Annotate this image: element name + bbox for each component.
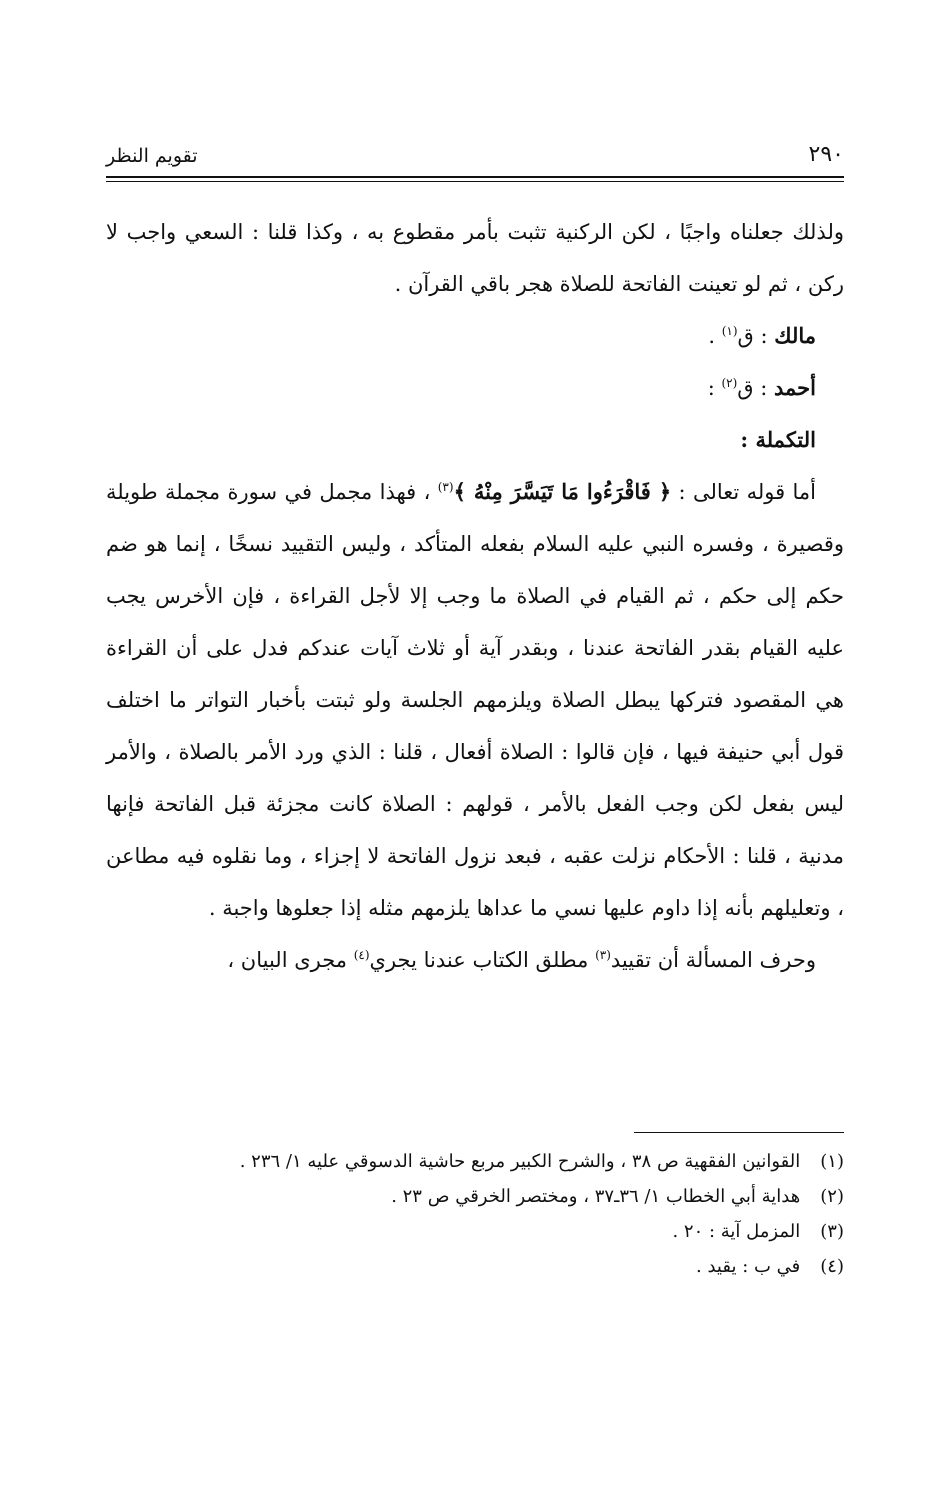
ahmad-line [106, 362, 844, 414]
malik-end: . [708, 324, 722, 348]
footnote-number: (٤) [820, 1256, 844, 1277]
paragraph-1: ولذلك جعلناه واجبًا ، لكن الركنية تثبت بأمر مقطوع به ، وكذا قلنا : السعي واجب لا ركن ، ثم لو تعينت الفاتحة للصلاة هجر باقي القرآن . [106, 220, 844, 296]
paragraph-3-a: وحرف المسألة أن تقييد [610, 948, 816, 972]
paragraph-2 [106, 466, 844, 934]
footnote-text: في ب : يقيد . [696, 1256, 801, 1277]
footnote-item [106, 1214, 844, 1249]
paragraph-2-rest: ، فهذا مجمل في سورة مجملة طويلة وقصيرة ، وفسره النبي عليه السلام بفعله المتأكد ، وليس التقييد نسخًا ، إنما هو ضم حكم إلى حكم ، ثم القيام في الصلاة ما وجب إلا لأجل القراءة ، فإن الأخرس يجب عليه القيام بقدر الفاتحة عندنا ، وبقدر آية أو ثلاث آيات عندكم فدل على أن القراءة هي المقصود فتركها يبطل الصلاة ويلزمهم الجلسة ولو ثبتت بأخبار التواتر ما اختلف قول أبي حنيفة فيها ، فإن قالوا : الصلاة أفعال ، قلنا : الذي ورد الأمر بالصلاة ، والأمر ليس بفعل لكن وجب الفعل بالأمر ، قولهم : الصلاة كانت مجزئة قبل الفاتحة فإنها مدنية ، قلنا : الأحكام نزلت عقبه ، فبعد نزول الفاتحة لا إجزاء ، وما نقلوه فيه مطاعن ، وتعليلهم بأنه إذا داوم عليها نسي ما عداها يلزمهم مثله إذا جعلوها واجبة . [106, 480, 844, 920]
footnote-item [106, 1144, 844, 1179]
quran-verse: ﴿ فَاقْرَءُوا مَا تَيَسَّرَ مِنْهُ ﴾ [453, 479, 672, 504]
malik-line [106, 310, 844, 362]
page-number: ٢٩٠ [808, 142, 844, 167]
ahmad-text: : ق [737, 376, 775, 400]
footnote-number: (٢) [820, 1186, 844, 1207]
footnote-number: (٣) [820, 1221, 844, 1242]
main-text [106, 206, 844, 986]
footnote-ref-4: (٤) [353, 948, 370, 962]
footnote-item [106, 1249, 844, 1284]
footnote-ref-3b: (٣) [595, 948, 611, 962]
running-title: تقويم النظر [106, 145, 198, 167]
paragraph-3 [106, 934, 844, 986]
paragraph-3-c: مجرى البيان ، [227, 948, 354, 972]
footnote-ref-3: (٣) [437, 480, 454, 494]
footnote-text: هداية أبي الخطاب ١/ ٣٦ـ٣٧ ، ومختصر الخرقي ص ٢٣ . [391, 1186, 801, 1207]
header-rule-thin [106, 181, 844, 182]
ahmad-end: : [707, 376, 722, 400]
paragraph-2-start: أما قوله تعالى : [671, 480, 816, 504]
header-rule [106, 176, 844, 178]
footnotes [106, 1144, 844, 1284]
footnote-ref-2: (٢) [721, 376, 738, 390]
malik-label: مالك [774, 323, 816, 348]
footnote-item [106, 1179, 844, 1214]
section-heading: التكملة : [740, 427, 816, 452]
malik-text: : ق [737, 324, 775, 348]
paragraph-3-b: مطلق الكتاب عندنا يجري [369, 948, 596, 972]
footnote-ref-1: (١) [721, 324, 738, 338]
footnote-text: القوانين الفقهية ص ٣٨ ، والشرح الكبير مربع حاشية الدسوقي عليه ١/ ٢٣٦ . [239, 1151, 801, 1172]
footnote-text: المزمل آية : ٢٠ . [672, 1221, 801, 1242]
ahmad-label: أحمد [774, 375, 816, 400]
footnote-separator [634, 1132, 844, 1133]
footnote-number: (١) [820, 1151, 844, 1172]
